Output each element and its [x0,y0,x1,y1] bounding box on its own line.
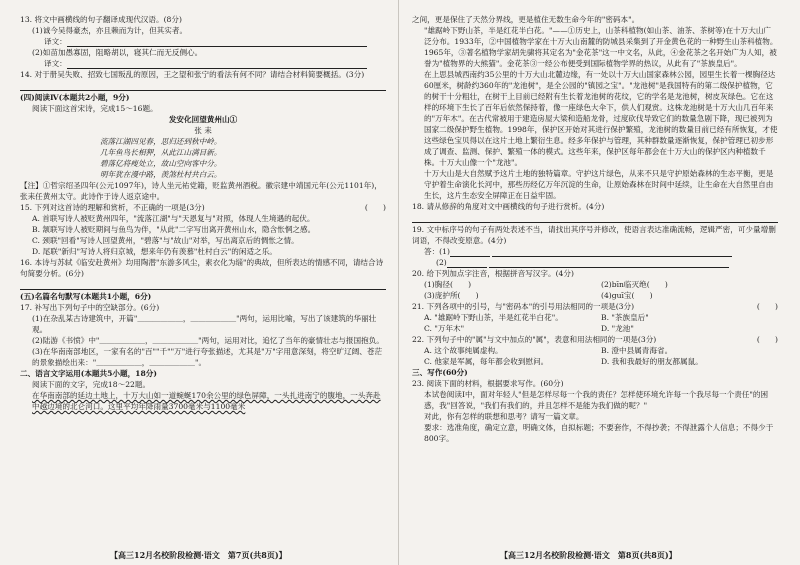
poem-note: 【注】①哲宗绍圣四年(公元1097年)，诗人坐元祐党籍，贬监黄州酒税。徽宗建中靖国元年(公元1101年)，张耒任黄州太守。此诗作于诗人返京途中。 [20,181,382,201]
q21-options-row-1 [412,312,778,323]
q16-answer-line[interactable] [20,279,386,290]
q15-option-c: C. 颈联"回看"写诗人回望黄州，"碧落"与"故山"对举，写出离京后的惆怅之情。 [32,236,299,245]
q13-2-answer-line[interactable] [67,59,367,69]
q22-option-a: A. 这个故事纯属虚构。 [424,346,503,355]
right-page [412,14,778,545]
q19-answer-line-2[interactable] [489,258,729,268]
q15-answer-paren[interactable]: ( ) [364,203,386,212]
q22: 22. 下列句子中的"属"与文中加点的"属"，表意和用法相同的一项是(3分) [412,335,657,344]
poem-line: 几年鱼鸟长相狎，从此江山满目新。 [100,148,222,157]
passage-p3: 在上思县城西南约35公里的十万大山北麓边缘，有一处以十万大山国家森林公园，园里生长着一棵胸径达60厘米，树龄约360年的"龙池树"，是全公园的"镇园之宝"。"龙池树"是我国特有的第二级保护植物，它的树干十分粗壮，在树干上目前已经附有生长着龙池树的花纹，它的学名是龙池树，树皮灰绿色。它在这样的环境下生长了百年后依然保持着，像一座绿色大伞下，供人们观赏。这株龙池树是十万大山几百年来的"万年木"。在古代常被用于建造房屋大梁和造船龙骨，过度砍伐导致它们的数量急剧下降，现已被列为国家二级保护野生植物。1998年，保护区开始对其进行保护繁殖，龙池树的数量目前已经有所恢复，才使这些绿色宝贝得以在这片土地上繁衍生息。经多年保护与管理，其种群数量逐渐恢复，保护管理已初步形成了调查、监测、保护、繁殖一体的模式。这些年来，保护区每年都会在十万大山的保护区内种植数千株。十万大山像一个"龙池"。 [424,70,778,167]
q13-1-answer-row [20,36,386,47]
q21-option-c: C. "万年木" [424,324,465,333]
q13-2: (2)如苗加愚寡固，阻略胡以，寝其仁而无反侧心。 [32,48,203,57]
q23-material: 本试卷阅读Ⅰ中，面对年轻人"但是怎样尽每一个我的责任？怎样使环境允许每一个我尽每一个责任"的困惑，我"回答说，"我们有我们的，并且怎样不是能为我们做的呢？" [424,390,769,410]
q20-item[interactable]: (1)胸径( ) [424,280,472,289]
passage-p2: "雄踞岭下野山茶，半是红花半白花。"——①历史上，山茶科植物(如山茶、油茶、茶树等)在十万大山广泛分布。1933年，②中国植物学家在十万大山南麓的防城县采集到了开金黄色花的一种野生山茶科植物。1965年，③著名植物学家胡先骕将其定名为"金花茶"这一中文名，从此，④金花茶之名开始广为人知，被誉为"植物界的大熊猫"。金花茶③一经公布便受到国际植物学界的热议，从此有了"茶族皇后"。 [424,26,778,68]
passage-p1: 之间，更是保住了天然分界线，更是植住无数生命今年的"密码本"。 [412,15,640,24]
poem-intro: 阅读下面这首宋诗，完成15～16题。 [32,104,158,113]
q21-option-d: D. "龙池" [601,324,634,333]
q19-answer-number-1[interactable] [450,247,490,257]
q22-option-c: C. 他家是军属，每年都会收到慰问。 [424,357,549,366]
q13-2-answer-label: 译文： [44,59,67,68]
q15-row [20,202,386,213]
q20: 20. 给下列加点字注音，根据拼音写汉字。(4分) [412,269,574,278]
q22-options-row-2 [412,356,778,367]
q15-option-d: D. 尾联"新归"写诗人将归京城，想来年仍有羡慕"杜村白云"的闲适之乐。 [32,247,277,256]
left-page [20,14,386,545]
left-page-footer: 【高三12月名校阶段检测·语文 第7页(共8页)】 [110,550,287,560]
q13-1-answer-label: 译文： [44,37,67,46]
q17-3: (3)在华南南部地区，一家有名的"百""千""万"进行夸张描述，尤其是"万"字用意深刻，将空旷辽阔、苍茫的景象描绘出来："＿＿＿＿＿＿，＿＿＿＿＿＿"。 [32,347,383,367]
page-fold-divider [398,0,399,565]
q13-1-answer-line[interactable] [67,37,367,47]
q21-options-row-2 [412,323,778,334]
q22-option-b: B. 澄中县属青海省。 [601,346,673,355]
right-page-footer: 【高三12月名校阶段检测·语文 第8页(共8页)】 [500,550,677,560]
poem-line: 流落江湖四见春，思归还到秋中岭。 [100,137,222,146]
passage-p4: 十万大山是大自然赋予这片土地的独特篇章。守护这片绿色，从来不只是守护原始森林的生态平衡，更是守护着生命演化长河中，那些历经亿万年沉淀的生命，让原始森林在时间中延续，让生命在大自然里自由生长，这片生态安全屏障正在日益牢固。 [424,169,774,200]
q22-answer-paren[interactable]: ( ) [756,335,778,344]
q18: 18. 请从修辞的角度对文中画横线的句子进行赏析。(4分) [412,202,605,211]
q19-answer-label-1: 答：(1) [424,247,450,256]
q16: 16. 本诗与苏轼《临安赴黄州》均用陶潜"东游多风尘，素衣化为缁"的典故，但所表达的情感不同，请结合诗句简要分析。(6分) [20,258,384,278]
q19-answer-label-2: (2) [436,258,447,267]
q19-answer-row-1 [412,246,778,257]
poem-line: 明年犹在漫中路，羡煞杜村共白云。 [100,170,222,179]
q13: 13. 将文中画横线的句子翻译成现代汉语。(8分) [20,15,182,24]
q20-item[interactable]: (4)guī宝( ) [601,291,653,300]
q20-items-row-2 [412,290,778,301]
q21-option-a: A. "雄踞岭下野山茶，半是红花半白花"。 [424,313,563,322]
q23-requirements: 要求：选准角度，确定立意，明确文体，自拟标题；不要套作，不得抄袭；不得泄露个人信息；不得少于800字。 [424,423,774,443]
q18-answer-line[interactable] [412,212,778,223]
q17-1: (1)在杂乱某古诗建筑中，开篇"＿＿＿＿＿＿，＿＿＿＿＿＿"两句，运用比喻，写出了该建筑的华丽壮观。 [32,314,377,334]
q13-2-answer-row [20,58,386,69]
q20-items-row-1 [412,279,778,290]
q17-2: (2)陆游《书愤》中"＿＿＿＿＿＿，＿＿＿＿＿＿"两句，运用对比，追忆了当年的豪情壮志与报国抱负。 [32,336,384,345]
q23: 23. 阅读下面的材料，根据要求写作。(60分) [412,379,564,388]
q19-answer-number-2[interactable] [447,258,487,268]
reading-intro: 阅读下面的文字，完成18～22题。 [32,380,151,389]
q20-item[interactable]: (3)庞护所( ) [424,291,479,300]
q14: 14. 对于册吴失败、招致七国叛乱的原因，王之望和张宁的看法有何不同？请结合材料简要概括。(3分) [20,70,365,79]
q21: 21. 下列各项中的引号，与"密码本"的引号用法相同的一项是(3分) [412,302,635,311]
q13-1: (1)诚今吴得豪杰，亦且赖而为计，但其实者。 [32,26,188,35]
q21-row [412,301,778,312]
q14-answer-line[interactable] [20,80,386,91]
q15-option-b: B. 颔联写诗人被贬期间与鱼鸟为伴，"从此"二字写出离开黄州山水，隐含怅惘之感。 [32,225,316,234]
q17: 17. 补写出下列句子中的空缺部分。(6分) [20,303,160,312]
q22-row [412,334,778,345]
reading-passage-start: 在华南南部的延边土地上，十万大山如一道蜿蜒170余公里的绿色屏障，一头扎进南宁的腹地，一头奔赴中越边境的北仑河口。这里平均年降雨量3700毫米与1100毫米 [32,391,381,411]
q22-option-d: D. 我和我最好的朋友都属鼠。 [601,357,703,366]
poem-title: 发安化回望黄州山① [168,115,238,124]
q22-options-row-1 [412,345,778,356]
q15-option-a: A. 首联写诗人被贬黄州四年，"流落江湖"与"天恩复与"对照，体现人生境遇的起伏。 [32,214,315,223]
q15: 15. 下列对这首诗的理解和赏析，不正确的一项是(3分) [20,203,205,212]
q19-answer-line-1[interactable] [492,247,732,257]
poem-line: 碧落亿将瘦处立，故山空向客中分。 [100,159,222,168]
poem-author: 张 耒 [194,126,212,135]
q21-answer-paren[interactable]: ( ) [756,302,778,311]
q23-prompt: 对此，你有怎样的联想和思考？请写一篇文章。 [424,412,584,421]
section-5-heading: (五)名篇名句默写(本题共1小题，6分) [20,292,152,301]
poem-section-heading: (四)阅读Ⅳ(本题共2小题，9分) [20,93,130,102]
q21-option-b: B. "茶族皇后" [601,313,649,322]
section-2-heading: 二、语言文字运用(本题共5小题，18分) [20,369,157,378]
q19: 19. 文中标序号的句子有两处表述不当，请找出其序号并修改，使语言表达准确流畅，逻辑严密，可少量增删词语，不得改变原意。(4分) [412,225,776,245]
section-3-heading: 三、写作(60分) [412,368,468,377]
q20-item[interactable]: (2)bīn临灭绝( ) [601,280,668,289]
q19-answer-row-2 [412,257,778,268]
